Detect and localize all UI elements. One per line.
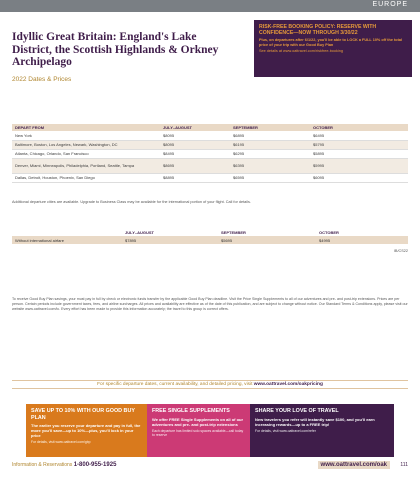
- top-section-bar: [0, 0, 420, 12]
- table-cell: Baltimore, Boston, Los Angeles, Newark, Washington, DC: [12, 140, 160, 149]
- table-cell: Denver, Miami, Minneapolis, Philadelphia, Portland, Seattle, Tampa: [12, 158, 160, 173]
- column-header: JULY–AUGUST: [125, 230, 154, 235]
- table-cell: $6495: [310, 131, 408, 140]
- promo-good-buy-plan: [26, 404, 147, 457]
- table-cell: $6295: [230, 149, 310, 158]
- table-row: [12, 140, 408, 149]
- risk-free-policy-box: [254, 20, 412, 77]
- table-cell: $8695: [160, 158, 230, 173]
- column-header: SEPTEMBER: [221, 230, 246, 235]
- table-row: [12, 236, 408, 244]
- table-cell: $4995: [316, 236, 408, 244]
- policy-body: Plus, on departures after 6/1/22, you'll be able to LOCK a FULL 10% off the total price of your trip with our Good Buy Plan: [259, 38, 403, 47]
- pricing-table: [12, 124, 408, 183]
- table-cell: $8495: [160, 149, 230, 158]
- policy-link[interactable]: See details at www.oattravel.com/riskfree-booking: [259, 49, 343, 53]
- column-header: [12, 229, 122, 236]
- airfare-table: [12, 229, 408, 244]
- table-cell: $6895: [230, 131, 310, 140]
- table-row: [12, 149, 408, 158]
- trip-title: Idyllic Great Britain: England's Lake District, the Scottish Highlands & Orkney Archipelago: [12, 31, 219, 68]
- pricing-info-bar: [12, 380, 408, 389]
- promo-body: New travelers you refer will instantly save $100, and you'll earn increasing rewards—up to a FREE trip!: [255, 416, 375, 427]
- table-row: [12, 173, 408, 182]
- pricing-info-link[interactable]: www.oattravel.com/oakpricing: [253, 382, 323, 387]
- table-cell: $6395: [230, 158, 310, 173]
- table-cell: $5795: [310, 140, 408, 149]
- column-header: DEPART FROM: [12, 124, 160, 131]
- table-cell: Without international airfare: [12, 236, 122, 244]
- dates-heading: 2022 Dates & Prices: [12, 76, 72, 83]
- promo-foot: Each departure has limited solo spaces available—call today to reserve: [152, 428, 244, 437]
- pricing-note: Additional departure cities are available. Upgrade to Business Class may be available for the international portion of your flight. Call for details.: [12, 200, 251, 204]
- column-header: OCTOBER: [319, 230, 339, 235]
- promo-share-travel: [250, 404, 394, 457]
- table-cell: $8895: [160, 173, 230, 182]
- column-header: SEPTEMBER: [230, 124, 310, 131]
- table-row: [12, 158, 408, 173]
- promo-body: The earlier you reserve your departure and pay in full, the more you'll save—up to 10%—plus, you'll lock in your price: [31, 423, 141, 438]
- section-tag: EUROPE: [372, 1, 408, 8]
- pricing-info-text: For specific departure dates, current availability, and detailed pricing, visit: [97, 382, 253, 387]
- promo-title: SAVE UP TO 10% WITH OUR GOOD BUY PLAN: [31, 408, 135, 421]
- table-cell: $7895: [122, 236, 218, 244]
- table-cell: $5895: [310, 149, 408, 158]
- page-number: 111: [400, 462, 408, 468]
- table-cell: $8095: [160, 140, 230, 149]
- promo-single-supplements: [147, 404, 250, 457]
- table-cell: $6195: [230, 140, 310, 149]
- table-cell: New York: [12, 131, 160, 140]
- column-header: OCTOBER: [310, 124, 408, 131]
- table-cell: Dallas, Detroit, Houston, Phoenix, San Diego: [12, 173, 160, 182]
- footer-info: [12, 462, 116, 468]
- promo-body: We offer FREE Single Supplements on all of our adventures and pre- and post-trip extensions: [152, 416, 244, 427]
- promo-title: FREE SINGLE SUPPLEMENTS: [152, 408, 230, 414]
- table-cell: $8095: [160, 131, 230, 140]
- footer-phone[interactable]: 1-800-955-1925: [73, 462, 117, 468]
- terms-text: To receive Good Buy Plan savings, your must pay in full by check or electronic funds transfer by the applicable Good Buy Plan deadline. Visit the Price Single Supplements to all of our adventures and pre- and post-trip extensions. Prices are per person. Certain periods include government taxes, fees, and airline surcharges. All prices and availability are effective as of the date of this publication, and are subject to change without notice. Our Standard Terms & Conditions apply, please visit our website www.oattravel.com/tc. Every effort has been made to provide this information accurately; the travel to this group is correct offers.: [12, 297, 408, 311]
- footer-url[interactable]: www.oattravel.com/oak: [318, 461, 390, 469]
- promo-foot[interactable]: For details, visit www.oattravel.com/gbp: [31, 440, 91, 444]
- table-cell: Atlanta, Chicago, Orlando, San Francisco: [12, 149, 160, 158]
- column-header: JULY–AUGUST: [160, 124, 230, 131]
- table-cell: $6595: [230, 173, 310, 182]
- table-cell: $5995: [310, 158, 408, 173]
- table-cell: $5695: [218, 236, 316, 244]
- trip-code: IB/CS22: [393, 249, 408, 253]
- footer-info-label: Information & Reservations: [12, 462, 73, 468]
- table-row: [12, 131, 408, 140]
- promo-title: SHARE YOUR LOVE OF TRAVEL: [255, 408, 339, 414]
- promo-foot[interactable]: For details, visit www.oattravel.com/refer: [255, 428, 316, 433]
- policy-heading: RISK-FREE BOOKING POLICY: RESERVE WITH CONFIDENCE—NOW THROUGH 3/30/22: [259, 24, 377, 36]
- table-cell: $6095: [310, 173, 408, 182]
